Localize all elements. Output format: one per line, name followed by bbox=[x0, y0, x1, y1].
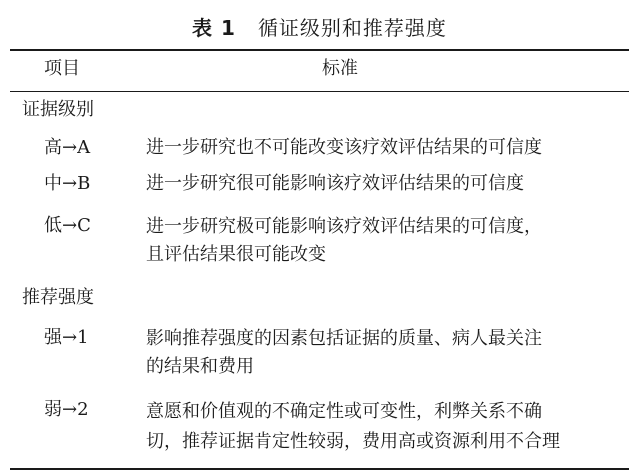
level-description-a bbox=[146, 135, 616, 161]
description-line: 影响推荐强度的因素包括证据的质量、病人最关注 bbox=[146, 328, 542, 349]
top-rule bbox=[10, 49, 629, 51]
bottom-rule bbox=[10, 468, 629, 470]
table-title: 循证级别和推荐强度 bbox=[257, 16, 447, 40]
description-line: 意愿和价值观的不确定性或可变性，利弊关系不确 bbox=[146, 401, 542, 422]
description-line: 进一步研究极可能影响该疗效评估结果的可信度， bbox=[146, 216, 542, 237]
column-header-item: 项目 bbox=[44, 58, 80, 79]
table-caption bbox=[0, 12, 639, 41]
level-label-c: 低→C bbox=[44, 215, 91, 236]
strength-label-2: 弱→2 bbox=[44, 399, 89, 420]
description-line: 进一步研究也不可能改变该疗效评估结果的可信度 bbox=[146, 137, 542, 158]
strength-label-1: 强→1 bbox=[44, 327, 89, 348]
description-line: 的结果和费用 bbox=[146, 356, 254, 377]
strength-description-1 bbox=[146, 325, 616, 381]
strength-description-2 bbox=[146, 397, 616, 457]
description-line: 进一步研究很可能影响该疗效评估结果的可信度 bbox=[146, 173, 524, 194]
column-header-standard: 标准 bbox=[322, 58, 358, 79]
level-label-a: 高→A bbox=[44, 137, 91, 158]
level-description-b bbox=[146, 171, 616, 197]
description-line: 且评估结果很可能改变 bbox=[146, 244, 326, 265]
header-rule bbox=[10, 91, 629, 92]
description-line: 切，推荐证据肯定性较弱，费用高或资源利用不合理 bbox=[146, 431, 560, 452]
level-label-b: 中→B bbox=[44, 173, 91, 194]
table-number: 表 1 bbox=[192, 16, 236, 40]
level-description-c bbox=[146, 213, 616, 269]
section-heading-recommendation-strength: 推荐强度 bbox=[22, 287, 94, 308]
section-heading-evidence-level: 证据级别 bbox=[22, 99, 94, 120]
